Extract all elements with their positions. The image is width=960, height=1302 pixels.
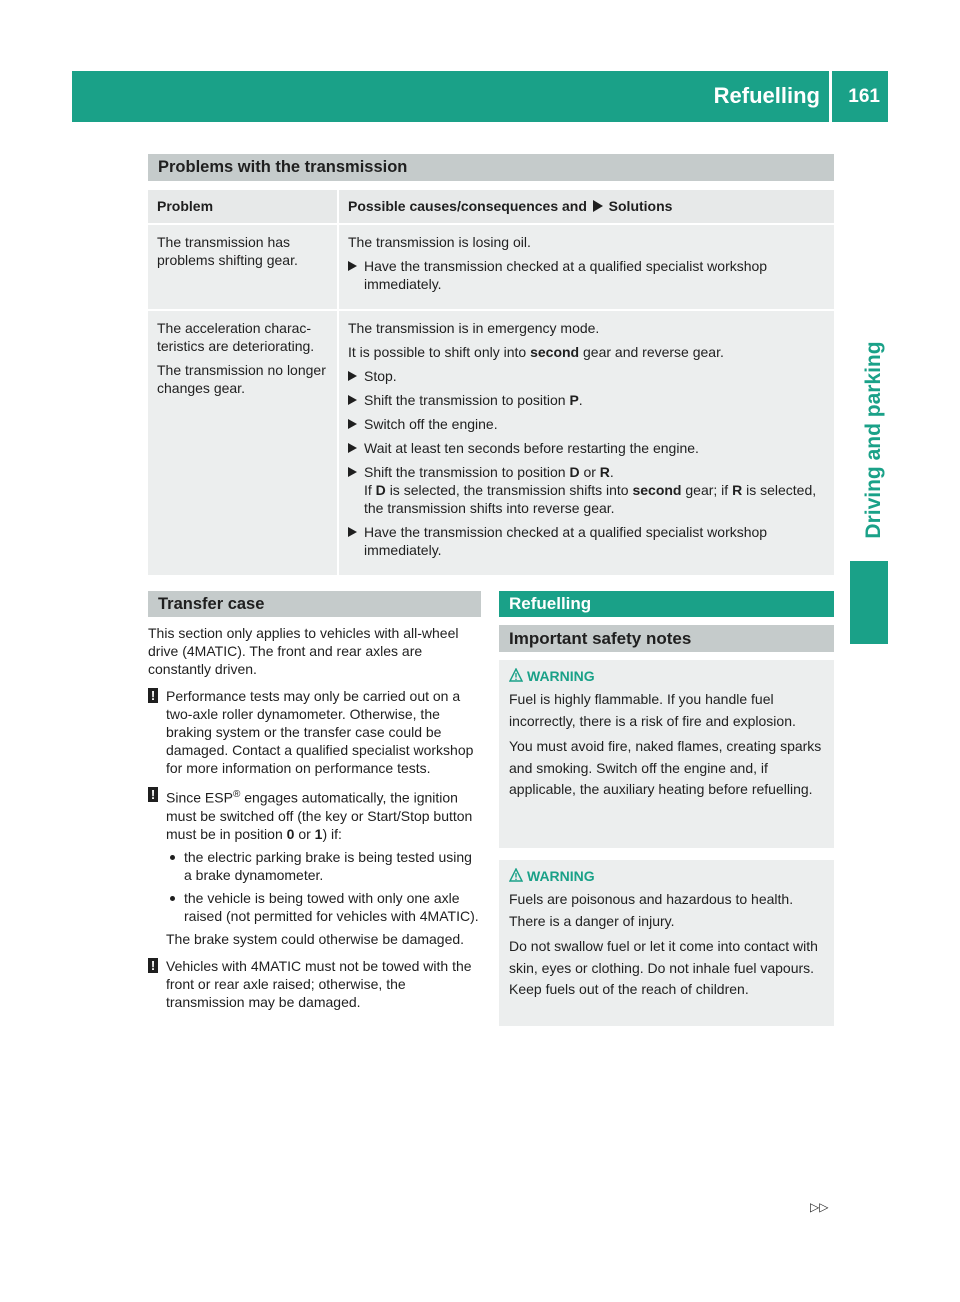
transmission-heading: Problems with the transmission (148, 154, 834, 181)
warning-text: Fuel is highly flammable. If you handle fuel incorrectly, there is a risk of fire and explosion. (509, 691, 796, 729)
intro-paragraph: This section only applies to vehicles with all-wheel drive (4MATIC). The front and rear axles are constantly driven. (148, 625, 459, 677)
step-text: Have the transmission checked at a qualified specialist workshop immediately. (364, 258, 768, 292)
problem-cell (148, 310, 338, 575)
action-step (348, 463, 825, 517)
punctuation: . (609, 464, 614, 480)
arrow-icon (348, 261, 357, 271)
note-text: Vehicles with 4MATIC must not be towed with the front or rear axle raised; otherwise, the transmission may be damaged. (166, 957, 472, 1010)
list-item (166, 889, 481, 925)
warning-label: WARNING (527, 868, 595, 884)
problem-text: The transmission no longer changes gear. (157, 362, 326, 396)
warning-text: Do not swallow fuel or let it come into contact with skin, eyes or clothing. Do not inhale fuel vapours. Keep fuels out of the reach of children. (509, 938, 818, 998)
gear-position: R (599, 464, 610, 480)
warning-title (509, 866, 824, 886)
note-text: engages automatically, the ignition must be switched off (the key or Start/Stop button must be in position (166, 789, 473, 842)
side-tab-label: Driving and parking (862, 341, 885, 539)
note-text: Performance tests may only be carried out on a two-axle roller dynamometer. Otherwise, the braking system or the transfer case could be damaged. Contact a qualified specialist workshop for more information on performance tests. (166, 688, 474, 776)
cause-text (348, 343, 825, 361)
arrow-icon (348, 419, 357, 429)
cause-text-part: gear and reverse gear. (583, 344, 724, 360)
note-text: The brake system could otherwise be damaged. (166, 930, 465, 947)
table-row (148, 310, 834, 575)
page-section-title: Refuelling (713, 83, 820, 108)
note-text: Since ESP (166, 789, 233, 806)
transfer-case-heading: Transfer case (148, 591, 481, 617)
gear-position: R (732, 482, 743, 498)
warning-box (499, 660, 834, 848)
arrow-icon (348, 443, 357, 453)
step-text: gear; if (685, 482, 729, 498)
gear-position: P (569, 392, 579, 408)
exclamation-icon: ! (148, 787, 158, 802)
bullet-icon (170, 855, 175, 860)
punctuation: . (578, 392, 583, 408)
warning-triangle-icon (509, 668, 523, 682)
warning-box (499, 860, 834, 1026)
table-header-row (148, 190, 834, 224)
list-item (166, 848, 481, 884)
column-header-text-end: Solutions (608, 198, 673, 214)
side-tab (859, 280, 889, 600)
step-text: is (746, 482, 757, 498)
header-bar (72, 71, 888, 122)
column-header-text: Possible causes/consequences and (348, 198, 587, 214)
cause-text-part: It is possible to shift only into (348, 344, 527, 360)
warning-text: Fuels are poisonous and hazardous to health. There is a danger of injury. (509, 891, 794, 929)
action-step (348, 257, 825, 293)
action-step (348, 367, 825, 385)
solution-cell (338, 310, 834, 575)
solution-cell (338, 224, 834, 310)
step-text: Shift the transmission to position (364, 464, 566, 480)
safety-notes-heading: Important safety notes (499, 625, 834, 652)
step-text: Have the transmission checked at a qualified specialist workshop immediately. (364, 524, 768, 558)
gear-name: second (530, 344, 580, 360)
gear-name: second (632, 482, 682, 498)
action-step (348, 391, 825, 409)
note-text: ) if: (322, 825, 342, 842)
step-text: Wait at least ten seconds before restarting the engine. (364, 440, 699, 456)
caution-note (148, 687, 481, 777)
arrow-icon (348, 527, 357, 537)
step-text: or (583, 464, 596, 480)
problem-text: The transmission has problems shifting gear. (157, 234, 298, 268)
gear-position: D (569, 464, 580, 480)
step-text: If (364, 482, 372, 498)
refuelling-heading: Refuelling (499, 591, 834, 617)
side-tab-marker (850, 561, 888, 644)
action-step (348, 415, 825, 433)
header-divider (829, 71, 832, 122)
bullet-text: the electric parking brake is being tested using a brake dynamometer. (184, 848, 472, 883)
column-header-problem: Problem (148, 190, 338, 224)
note-text: or (298, 825, 311, 842)
step-text: Stop. (364, 368, 397, 384)
transmission-table (148, 190, 834, 575)
caution-note (148, 786, 481, 948)
cause-text: The transmission is in emergency mode. (348, 320, 600, 336)
step-text: is selected, the transmission shifts into (389, 482, 629, 498)
bullet-icon (170, 896, 175, 901)
bullet-text: the vehicle is being towed with only one axle raised (not permitted for vehicles with 4MATIC). (184, 889, 479, 924)
registered-mark: ® (232, 789, 241, 800)
warning-triangle-icon (509, 868, 523, 882)
step-text: Shift the transmission to position (364, 392, 566, 408)
problem-text: The acceleration characteristics are deteriorating. (157, 320, 315, 354)
exclamation-icon: ! (148, 688, 158, 703)
transfer-case-body (148, 624, 481, 1020)
action-step (348, 439, 825, 457)
action-step (348, 523, 825, 559)
problem-cell (148, 224, 338, 310)
exclamation-icon: ! (148, 958, 158, 973)
gear-position: D (375, 482, 386, 498)
arrow-icon (348, 467, 357, 477)
page-number: 161 (848, 86, 880, 107)
arrow-icon (348, 395, 357, 405)
table-row (148, 224, 834, 310)
caution-note (148, 957, 481, 1011)
continued-icon: ▷▷ (810, 1200, 829, 1214)
switch-position: 1 (314, 825, 323, 842)
arrow-icon (593, 200, 603, 212)
cause-text: The transmission is losing oil. (348, 234, 531, 250)
warning-label: WARNING (527, 668, 595, 684)
warning-title (509, 666, 824, 686)
warning-text: You must avoid fire, naked flames, creating sparks and smoking. Switch off the engine and, if applicable, the auxiliary heating before refuelling. (509, 738, 822, 798)
step-text: Switch off the engine. (364, 416, 498, 432)
switch-position: 0 (286, 825, 295, 842)
arrow-icon (348, 371, 357, 381)
step-text: selected, the transmission shifts into reverse gear. (364, 482, 817, 516)
column-header-solutions (338, 190, 834, 224)
